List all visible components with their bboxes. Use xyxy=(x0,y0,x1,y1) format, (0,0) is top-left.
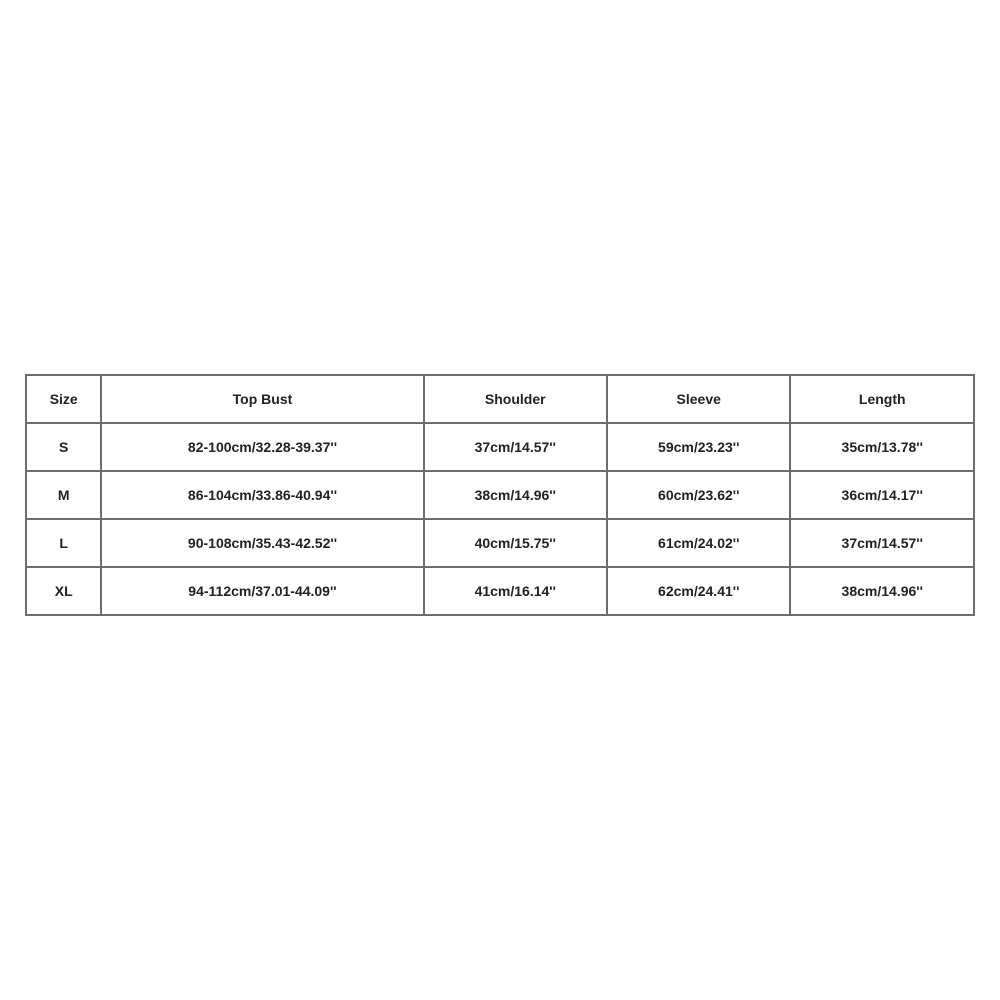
cell-shoulder: 40cm/15.75'' xyxy=(424,519,607,567)
table-row xyxy=(26,519,974,567)
cell-top-bust: 86-104cm/33.86-40.94'' xyxy=(101,471,423,519)
cell-top-bust: 82-100cm/32.28-39.37'' xyxy=(101,423,423,471)
size-chart-table xyxy=(25,374,975,616)
table-row xyxy=(26,423,974,471)
header-top-bust: Top Bust xyxy=(101,375,423,423)
cell-shoulder: 37cm/14.57'' xyxy=(424,423,607,471)
header-size: Size xyxy=(26,375,101,423)
cell-size: S xyxy=(26,423,101,471)
cell-shoulder: 41cm/16.14'' xyxy=(424,567,607,615)
cell-size: XL xyxy=(26,567,101,615)
cell-size: L xyxy=(26,519,101,567)
cell-shoulder: 38cm/14.96'' xyxy=(424,471,607,519)
table-row xyxy=(26,471,974,519)
cell-length: 36cm/14.17'' xyxy=(790,471,974,519)
cell-length: 35cm/13.78'' xyxy=(790,423,974,471)
header-shoulder: Shoulder xyxy=(424,375,607,423)
table-row xyxy=(26,567,974,615)
cell-sleeve: 59cm/23.23'' xyxy=(607,423,790,471)
cell-top-bust: 90-108cm/35.43-42.52'' xyxy=(101,519,423,567)
cell-sleeve: 61cm/24.02'' xyxy=(607,519,790,567)
cell-sleeve: 62cm/24.41'' xyxy=(607,567,790,615)
header-sleeve: Sleeve xyxy=(607,375,790,423)
cell-top-bust: 94-112cm/37.01-44.09'' xyxy=(101,567,423,615)
header-length: Length xyxy=(790,375,974,423)
cell-size: M xyxy=(26,471,101,519)
cell-sleeve: 60cm/23.62'' xyxy=(607,471,790,519)
header-row xyxy=(26,375,974,423)
cell-length: 38cm/14.96'' xyxy=(790,567,974,615)
cell-length: 37cm/14.57'' xyxy=(790,519,974,567)
